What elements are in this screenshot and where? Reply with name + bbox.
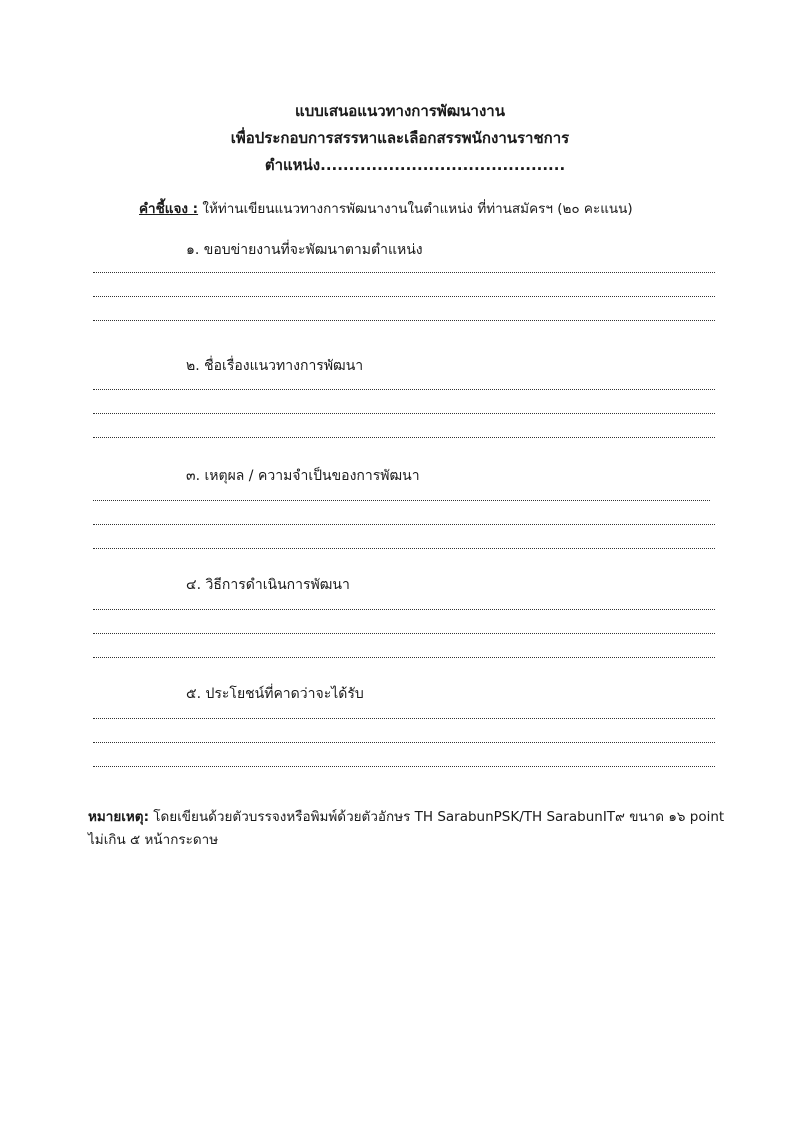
section-heading: ๒. ชื่อเรื่องแนวทางการพัฒนา	[186, 358, 364, 374]
answer-line[interactable]	[93, 609, 715, 610]
position-field: ตำแหน่ง...........................................	[264, 156, 566, 174]
answer-line[interactable]	[93, 320, 715, 321]
footnote	[88, 806, 728, 852]
answer-line[interactable]	[93, 766, 715, 767]
answer-line[interactable]	[93, 296, 715, 297]
section-heading: ๔. วิธีการดำเนินการพัฒนา	[186, 577, 350, 593]
answer-line[interactable]	[93, 413, 715, 414]
answer-line[interactable]	[93, 389, 715, 390]
section-heading: ๕. ประโยชน์ที่คาดว่าจะได้รับ	[186, 686, 364, 702]
instruction	[139, 197, 633, 219]
instruction-text: ให้ท่านเขียนแนวทางการพัฒนางานในตำแหน่ง ที่ท่านสมัครฯ (๒๐ คะแนน)	[198, 201, 633, 217]
form-subtitle: เพื่อประกอบการสรรหาและเลือกสรรพนักงานราชการ	[230, 129, 570, 147]
answer-line[interactable]	[93, 437, 715, 438]
form-title: แบบเสนอแนวทางการพัฒนางาน	[295, 102, 505, 120]
section-heading: ๑. ขอบข่ายงานที่จะพัฒนาตามตำแหน่ง	[186, 242, 423, 258]
answer-line[interactable]	[93, 272, 715, 273]
note-label: หมายเหตุ:	[88, 809, 149, 825]
answer-line[interactable]	[93, 742, 715, 743]
note-text: โดยเขียนด้วยตัวบรรจงหรือพิมพ์ด้วยตัวอักษร TH SarabunPSK/TH SarabunIT๙ ขนาด ๑๖ point ไม่เกิน ๕ หน้ากระดาษ	[88, 809, 725, 848]
answer-line[interactable]	[93, 500, 710, 501]
answer-line[interactable]	[93, 548, 715, 549]
answer-line[interactable]	[93, 524, 715, 525]
answer-line[interactable]	[93, 633, 715, 634]
form-title-block	[0, 98, 800, 179]
answer-line[interactable]	[93, 718, 715, 719]
answer-line[interactable]	[93, 657, 715, 658]
instruction-label: คำชี้แจง :	[139, 201, 199, 217]
section-heading: ๓. เหตุผล / ความจำเป็นของการพัฒนา	[186, 468, 420, 484]
